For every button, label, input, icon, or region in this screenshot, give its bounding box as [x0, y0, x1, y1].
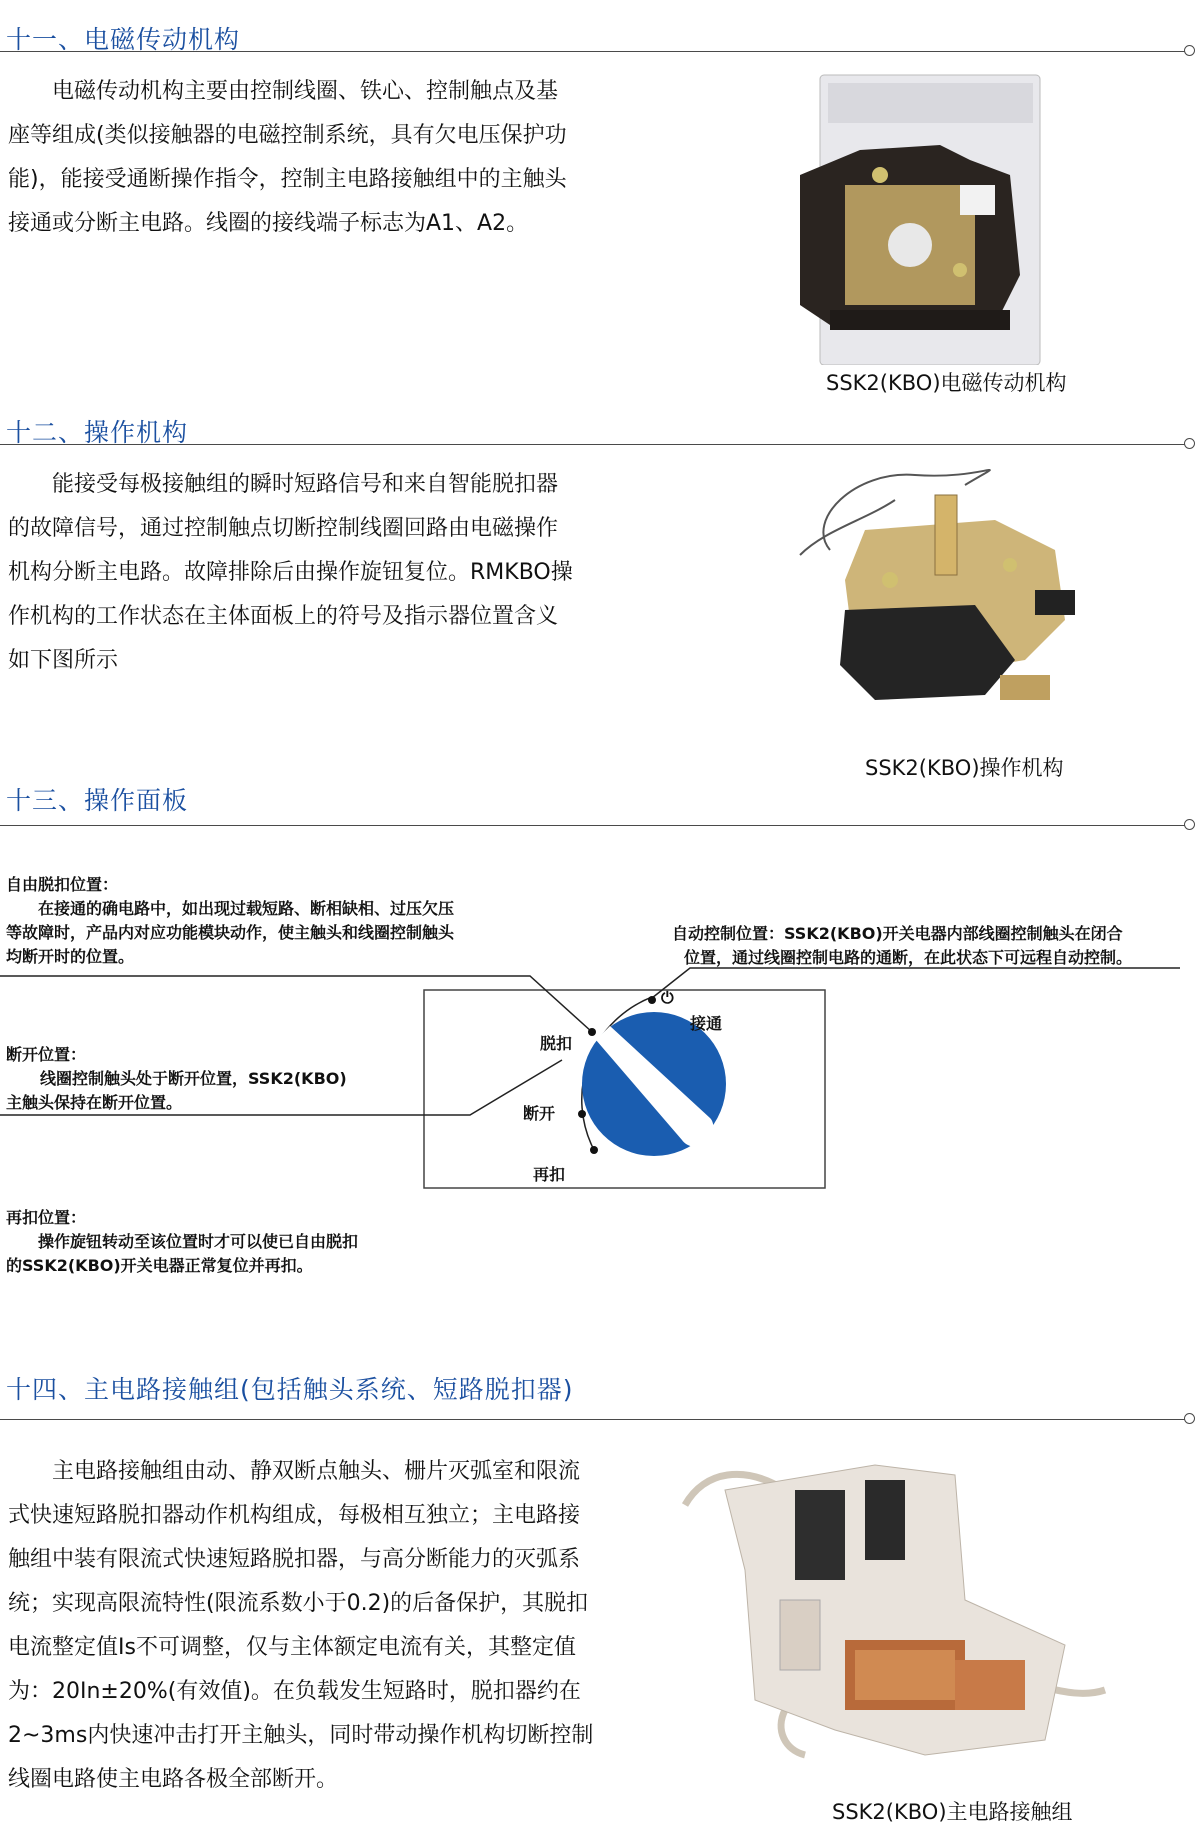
- free-trip-line: 等故障时，产品内对应功能模块动作，使主触头和线圈控制触头: [6, 923, 455, 942]
- dial-label-on: 接通: [690, 1014, 723, 1033]
- section-14-caption: SSK2(KBO)主电路接触组: [832, 1800, 1073, 1824]
- on-marker: [648, 996, 656, 1004]
- off-line: 线圈控制触头处于断开位置，SSK2(KBO): [40, 1069, 347, 1088]
- electromagnetic-mechanism-photo: [790, 65, 1060, 365]
- section-12-body: [8, 463, 628, 683]
- dial-label-reset: 再扣: [533, 1165, 566, 1184]
- reset-line: 操作旋钮转动至该位置时才可以使已自由脱扣: [38, 1232, 359, 1251]
- reset-position-description: [6, 1206, 358, 1278]
- off-line: 主触头保持在断开位置。: [6, 1093, 183, 1112]
- section-divider: [0, 444, 1186, 445]
- para-line: 2~3ms内快速冲击打开主触头，同时带动操作机构切断控制: [8, 1723, 594, 1748]
- free-trip-heading: 自由脱扣位置：: [6, 875, 119, 894]
- para-line: 式快速短路脱扣器动作机构组成，每极相互独立；主电路接: [8, 1503, 581, 1528]
- section-divider: [0, 51, 1186, 52]
- section-14-title: 十四、主电路接触组(包括触头系统、短路脱扣器): [6, 1375, 574, 1404]
- divider-end-marker: [1184, 438, 1195, 449]
- para-line: 电流整定值Is不可调整，仅与主体额定电流有关，其整定值: [8, 1635, 576, 1660]
- auto-control-line: 位置，通过线圈控制电路的通断，在此状态下可远程自动控制。: [684, 948, 1133, 967]
- para-line: 的故障信号，通过控制触点切断控制线圈回路由电磁操作: [8, 516, 559, 541]
- para-line: 能)，能接受通断操作指令，控制主电路接触组中的主触头: [8, 167, 567, 192]
- divider-end-marker: [1184, 1413, 1195, 1424]
- free-trip-line: 在接通的确电路中，如出现过载短路、断相缺相、过压欠压: [38, 899, 455, 918]
- main-circuit-contact-photo: [665, 1450, 1115, 1770]
- para-line: 为：20In±20%(有效值)。在负载发生短路时，脱扣器约在: [8, 1679, 581, 1704]
- free-trip-line: 均断开时的位置。: [6, 947, 135, 966]
- reset-heading: 再扣位置：: [6, 1208, 87, 1227]
- section-11-title: 十一、电磁传动机构: [6, 25, 241, 54]
- auto-control-line: 自动控制位置：SSK2(KBO)开关电器内部线圈控制触头在闭合: [672, 924, 1123, 943]
- off-leader: [0, 1060, 562, 1115]
- para-line: 主电路接触组由动、静双断点触头、栅片灭弧室和限流: [52, 1459, 581, 1484]
- divider-end-marker: [1184, 819, 1195, 830]
- para-line: 作机构的工作状态在主体面板上的符号及指示器位置含义: [8, 604, 559, 629]
- section-12-title: 十二、操作机构: [6, 418, 189, 447]
- power-icon: ⏻: [661, 988, 674, 1007]
- free-trip-description: [6, 873, 454, 969]
- para-line: 接通或分断主电路。线圈的接线端子标志为A1、A2。: [8, 211, 529, 236]
- para-line: 座等组成(类似接触器的电磁控制系统，具有欠电压保护功: [8, 123, 567, 148]
- para-line: 触组中装有限流式快速短路脱扣器，与高分断能力的灭弧系: [8, 1547, 581, 1572]
- divider-end-marker: [1184, 45, 1195, 56]
- operating-mechanism-photo: [785, 460, 1085, 730]
- trip-marker: [588, 1028, 596, 1036]
- operating-panel-diagram: [0, 960, 1200, 1190]
- section-14-body: [8, 1450, 628, 1802]
- section-11-caption: SSK2(KBO)电磁传动机构: [826, 371, 1067, 395]
- section-13-title: 十三、操作面板: [6, 786, 189, 815]
- free-trip-leader: [0, 976, 592, 1032]
- section-divider: [0, 825, 1186, 826]
- dial-label-trip: 脱扣: [540, 1034, 573, 1053]
- para-line: 电磁传动机构主要由控制线圈、铁心、控制触点及基: [52, 79, 559, 104]
- dial-label-off: 断开: [523, 1104, 556, 1123]
- auto-leader: [652, 968, 1180, 998]
- reset-line: 的SSK2(KBO)开关电器正常复位并再扣。: [6, 1256, 313, 1275]
- reset-marker: [590, 1146, 598, 1154]
- para-line: 统；实现高限流特性(限流系数小于0.2)的后备保护，其脱扣: [8, 1591, 589, 1616]
- para-line: 机构分断主电路。故障排除后由操作旋钮复位。RMKBO操: [8, 560, 573, 585]
- section-12-caption: SSK2(KBO)操作机构: [865, 756, 1064, 780]
- section-11-body: [8, 70, 628, 246]
- off-marker: [578, 1110, 586, 1118]
- off-heading: 断开位置：: [6, 1045, 87, 1064]
- section-divider: [0, 1419, 1186, 1420]
- para-line: 能接受每极接触组的瞬时短路信号和来自智能脱扣器: [52, 472, 559, 497]
- para-line: 线圈电路使主电路各极全部断开。: [8, 1767, 339, 1792]
- para-line: 如下图所示: [8, 648, 119, 673]
